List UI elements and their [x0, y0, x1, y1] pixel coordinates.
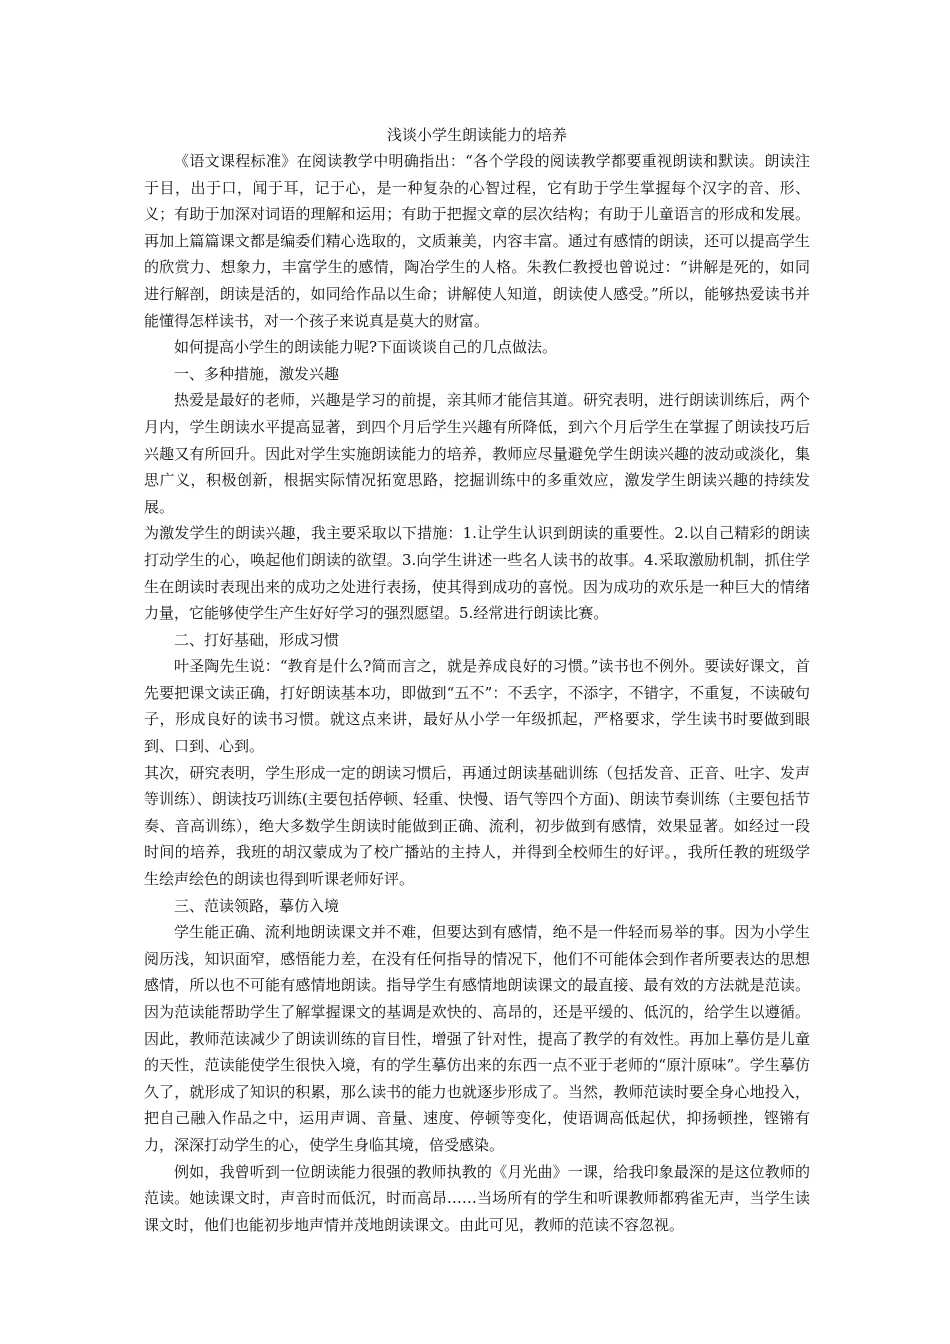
section-heading-3: 三、范读领路，摹仿入境: [174, 896, 340, 915]
paragraph-model-reading: 学生能正确、流利地朗读课文并不难，但要达到有感情，绝不是一件轻而易举的事。因为小学生阅历浅，知识面窄，感悟能力差，在没有任何指导的情况下，他们不可能体会到作者所要表达的思想感情，所以也不可能有感情地朗读。指导学生有感情地朗读课文的最直接、最有效的方法就是范读。因为范读能帮助学生了解掌握课文的基调是欢快的、高昂的，还是平缓的、低沉的，给学生以遵循。因此，教师范读减少了朗读训练的盲目性，增强了针对性，提高了教学的有效性。再加上摹仿是儿童的天性，范读能使学生很快入境，有的学生摹仿出来的东西一点不亚于老师的“原汁原味”。学生摹仿久了，就形成了知识的积累，那么读书的能力也就逐步形成了。当然，教师范读时要全身心地投入，把自己融入作品之中，运用声调、音量、速度、停顿等变化，使语调高低起伏，抑扬顿挫，铿锵有力，深深打动学生的心，使学生身临其境，倍受感染。: [144, 923, 810, 1154]
paragraph-training: 其次，研究表明，学生形成一定的朗读习惯后，再通过朗读基础训练（包括发音、正音、吐字、发声等训练）、朗读技巧训练(主要包括停顿、轻重、快慢、语气等四个方面)、朗读节奏训练（主要包括节奏、音高训练），绝大多数学生朗读时能做到正确、流利，初步做到有感情，效果显著。如经过一段时间的培养，我班的胡汉蒙成为了校广播站的主持人，并得到全校师生的好评。，我所任教的班级学生绘声绘色的朗读也得到听课老师好评。: [144, 763, 810, 889]
paragraph-question: 如何提高小学生的朗读能力呢?下面谈谈自己的几点做法。: [174, 338, 558, 357]
document-page: [144, 122, 810, 1238]
document-title: 浅谈小学生朗读能力的培养: [386, 126, 567, 144]
paragraph-measures: 为激发学生的朗读兴趣，我主要采取以下措施：1.让学生认识到朗读的重要性。2.以自己精彩的朗读打动学生的心，唤起他们朗读的欲望。3.向学生讲述一些名人读书的故事。4.采取激励机制，抓住学生在朗读时表现出来的成功之处进行表扬，使其得到成功的喜悦。因为成功的欢乐是一种巨大的情绪力量，它能够使学生产生好好学习的强烈愿望。5.经常进行朗读比赛。: [144, 524, 810, 623]
section-heading-2: 二、打好基础，形成习惯: [174, 630, 340, 649]
paragraph-interest: 热爱是最好的老师，兴趣是学习的前提，亲其师才能信其道。研究表明，进行朗读训练后，两个月内，学生朗读水平提高显著，到四个月后学生兴趣有所降低，到六个月后学生在掌握了朗读技巧后兴趣又有所回升。因此对学生实施朗读能力的培养，教师应尽量避免学生朗读兴趣的波动或淡化，集思广义，积极创新，根据实际情况拓宽思路，挖掘训练中的多重效应，激发学生朗读兴趣的持续发展。: [144, 391, 810, 516]
paragraph-habits: 叶圣陶先生说：“教育是什么?简而言之，就是养成良好的习惯。”读书也不例外。要读好课文，首先要把课文读正确，打好朗读基本功，即做到“五不”：不丢字，不添字，不错字，不重复，不读破句子，形成良好的读书习惯。就这点来讲，最好从小学一年级抓起，严格要求，学生读书时要做到眼到、口到、心到。: [144, 657, 810, 756]
paragraph-intro: 《语文课程标准》在阅读教学中明确指出：“各个学段的阅读教学都要重视朗读和默读。朗读注于目，出于口，闻于耳，记于心，是一种复杂的心智过程，它有助于学生掌握每个汉字的音、形、义；有助于加深对词语的理解和运用；有助于把握文章的层次结构；有助于儿童语言的形成和发展。再加上篇篇课文都是编委们精心选取的，文质兼美，内容丰富。通过有感情的朗读，还可以提高学生的欣赏力、想象力，丰富学生的感情，陶冶学生的人格。朱教仁教授也曾说过：“讲解是死的，如同进行解剖，朗读是活的，如同给作品以生命；讲解使人知道，朗读使人感受。”所以，能够热爱读书并能懂得怎样读书，对一个孩子来说真是莫大的财富。: [144, 152, 810, 330]
section-heading-1: 一、多种措施，激发兴趣: [174, 364, 340, 383]
paragraph-example: 例如，我曾听到一位朗读能力很强的教师执教的《月光曲》一课，给我印象最深的是这位教师的范读。她读课文时，声音时而低沉，时而高昂……当场所有的学生和听课教师都鸦雀无声，当学生读课文时，他们也能初步地声情并茂地朗读课文。由此可见，教师的范读不容忽视。: [144, 1162, 810, 1234]
